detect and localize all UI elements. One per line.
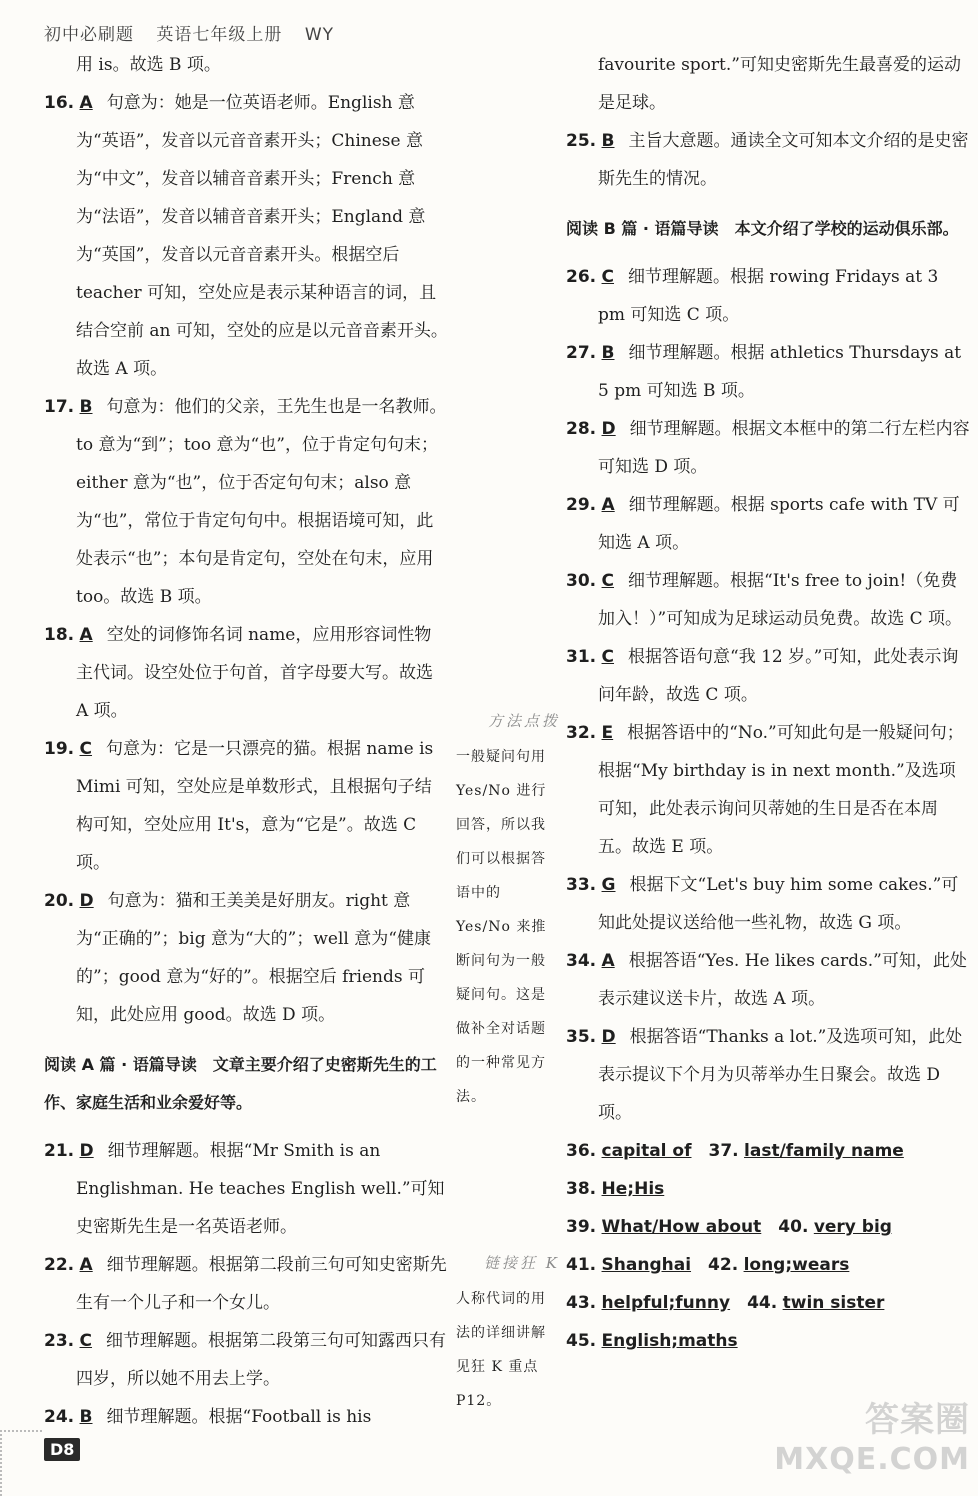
answer-32: 32. E 根据答语中的“No.”可知此句是一般疑问句；根据“My birthday is in next month.”及选项可知，此处表示询问贝蒂她的生日是否在本周五。故选 E 项。 <box>566 723 964 857</box>
answer-33: 33. G 根据下文“Let's buy him some cakes.”可知此处提议送给他一些礼物，故选 G 项。 <box>566 875 959 933</box>
sidebar-notes <box>456 708 560 1114</box>
right-column <box>566 46 970 1360</box>
continued-text: 用 is。故选 B 项。 <box>76 55 221 75</box>
fill-row: 45. English;maths <box>566 1331 738 1351</box>
answer-34: 34. A 根据答语“Yes. He likes cards.”可知，此处表示建议送卡片，故选 A 项。 <box>566 951 967 1009</box>
answer-26: 26. C 细节理解题。根据 rowing Fridays at 3 pm 可知选 C 项。 <box>566 267 939 325</box>
answer-18: 18. A 空处的词修饰名词 name，应用形容词性物主代词。设空处位于句首，首字母要大写。故选 A 项。 <box>44 625 433 721</box>
watermark: 答案圈 MXQE.COM <box>774 1400 970 1477</box>
reading-b-intro: 阅读 B 篇 · 语篇导读 本文介绍了学校的运动俱乐部。 <box>566 219 959 238</box>
answer-30: 30. C 细节理解题。根据“It's free to join!（免费加入！）”可知成为足球运动员免费。故选 C 项。 <box>566 571 963 629</box>
fill-row: 41. Shanghai 42. long;wears <box>566 1255 850 1275</box>
continued-text-24: favourite sport.”可知史密斯先生最喜爱的运动是足球。 <box>598 55 961 113</box>
tip-method-title: 方法点拨 <box>487 712 560 730</box>
answer-31: 31. C 根据答语句意“我 12 岁。”可知，此处表示询问年龄，故选 C 项。 <box>566 647 959 705</box>
fill-row: 38. He;His <box>566 1179 665 1199</box>
header-series: 初中必刷题 <box>44 25 134 45</box>
answer-16: 16. A 句意为：她是一位英语老师。English 意为“英语”，发音以元音音素开头；Chinese 意为“中文”，发音以辅音音素开头；French 意为“法语”，发音以辅音音素开头；England 意为“英国”，发音以元音音素开头。根据空后 teacher 可知，空处应是表示某种语言的词，且结合空前 an 可知，空处的应是以元音音素开头。故选 A 项。 <box>44 93 448 379</box>
corner-decoration <box>0 1430 42 1496</box>
answer-17: 17. B 句意为：他们的父亲，王先生也是一名教师。to 意为“到”；too 意为“也”，位于肯定句句末；either 意为“也”，位于否定句句末；also 意为“也”，常位于肯定句句中。根据语境可知，此处表示“也”；本句是肯定句，空处在句末，应用 too。故选 B 项。 <box>44 397 447 607</box>
fill-in-answers <box>566 1132 970 1360</box>
reading-a-intro: 阅读 A 篇 · 语篇导读 文章主要介绍了史密斯先生的工作、家庭生活和业余爱好等。 <box>44 1055 437 1112</box>
answer-23: 23. C 细节理解题。根据第二段第三句可知露西只有四岁，所以她不用去上学。 <box>44 1331 447 1389</box>
header-edition: WY <box>304 25 335 45</box>
tip-link-title: 链接狂 K <box>484 1254 560 1272</box>
header-subject: 英语七年级上册 <box>156 25 283 45</box>
answer-24: 24. B 细节理解题。根据“Football is his <box>44 1407 372 1427</box>
left-column <box>44 46 448 1436</box>
answer-29: 29. A 细节理解题。根据 sports cafe with TV 可知选 A 项。 <box>566 495 960 553</box>
answer-25: 25. B 主旨大意题。通读全文可知本文介绍的是史密斯先生的情况。 <box>566 131 969 189</box>
fill-row: 36. capital of 37. last/family name <box>566 1141 904 1161</box>
sidebar-link <box>456 1250 560 1418</box>
answer-27: 27. B 细节理解题。根据 athletics Thursdays at 5 pm 可知选 B 项。 <box>566 343 962 401</box>
answer-20: 20. D 句意为：猫和王美美是好朋友。right 意为“正确的”；big 意为“大的”；well 意为“健康的”；good 意为“好的”。根据空后 friends 可知，此处应用 good。故选 D 项。 <box>44 891 431 1025</box>
page-number: D8 <box>44 1438 80 1461</box>
tip-link-text: 人称代词的用法的详细讲解见狂 K 重点 P12。 <box>456 1291 546 1409</box>
page-header <box>44 20 350 45</box>
answer-22: 22. A 细节理解题。根据第二段前三句可知史密斯先生有一个儿子和一个女儿。 <box>44 1255 447 1313</box>
fill-row: 43. helpful;funny 44. twin sister <box>566 1293 885 1313</box>
answer-19: 19. C 句意为：它是一只漂亮的猫。根据 name is Mimi 可知，空处应是单数形式，且根据句子结构可知，空处应用 It's，意为“它是”。故选 C 项。 <box>44 739 434 873</box>
fill-row: 39. What/How about 40. very big <box>566 1217 892 1237</box>
tip-method-text: 一般疑问句用 Yes/No 进行回答，所以我们可以根据答语中的 Yes/No 来推断问句为一般疑问句。这是做补全对话题的一种常见方法。 <box>456 749 547 1105</box>
answer-35: 35. D 根据答语“Thanks a lot.”及选项可知，此处表示提议下个月为贝蒂举办生日聚会。故选 D 项。 <box>566 1027 963 1123</box>
answer-28: 28. D 细节理解题。根据文本框中的第二行左栏内容可知选 D 项。 <box>566 419 970 477</box>
answer-21: 21. D 细节理解题。根据“Mr Smith is an Englishman. He teaches English well.”可知史密斯先生是一名英语老师。 <box>44 1141 445 1237</box>
